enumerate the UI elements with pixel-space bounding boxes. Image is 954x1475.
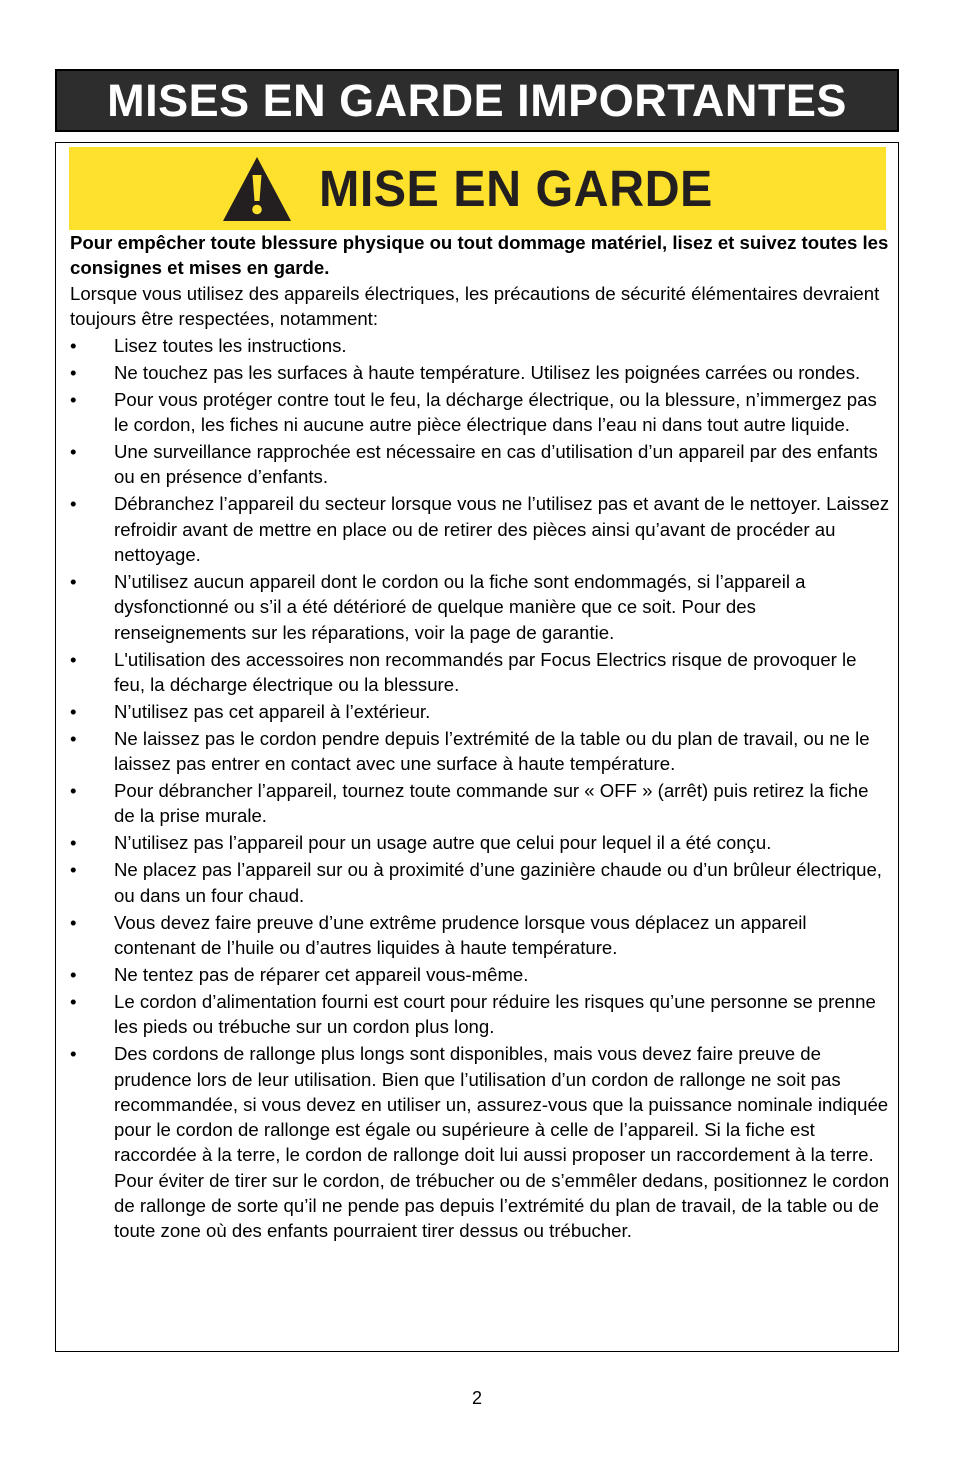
list-item bbox=[70, 830, 890, 855]
page-header bbox=[55, 69, 899, 132]
bullet: • bbox=[70, 493, 77, 515]
list-item-text: Le cordon d’alimentation fourni est court pour réduire les risques qu’une personne se prenne les pieds ou trébuche sur un cordon plus long. bbox=[114, 990, 876, 1038]
list-item bbox=[70, 360, 890, 385]
list-item bbox=[70, 778, 890, 829]
bullet: • bbox=[70, 963, 77, 985]
bullet: • bbox=[70, 832, 77, 854]
intro-bold-text: Pour empêcher toute blessure physique ou tout dommage matériel, lisez et suivez toutes les consignes et mises en garde. bbox=[70, 232, 889, 279]
bullet: • bbox=[70, 859, 77, 881]
page-title: MISES EN GARDE IMPORTANTES bbox=[107, 75, 847, 126]
bullet: • bbox=[70, 361, 77, 383]
safety-list bbox=[70, 333, 890, 1244]
intro-text: Lorsque vous utilisez des appareils électriques, les précautions de sécurité élémentaires devraient toujours être respectées, notamment: bbox=[70, 282, 880, 329]
list-item bbox=[70, 699, 890, 724]
list-item-text: Ne touchez pas les surfaces à haute température. Utilisez les poignées carrées ou rondes. bbox=[114, 361, 861, 383]
list-item-text: Ne laissez pas le cordon pendre depuis l’extrémité de la table ou du plan de travail, ou ne le laissez pas entrer en contact avec une surface à haute température. bbox=[114, 727, 870, 775]
bullet: • bbox=[70, 648, 77, 670]
list-item-text: Ne tentez pas de réparer cet appareil vous-même. bbox=[114, 963, 529, 985]
bullet: • bbox=[70, 570, 77, 592]
list-item bbox=[70, 1041, 890, 1243]
caution-banner bbox=[69, 147, 886, 230]
list-item-text: Ne placez pas l’appareil sur ou à proximité d’une gazinière chaude ou d’un brûleur électrique, ou dans un four chaud. bbox=[114, 859, 882, 906]
bullet: • bbox=[70, 1043, 77, 1065]
bullet: • bbox=[70, 727, 77, 749]
bullet: • bbox=[70, 388, 77, 410]
list-item-text: Une surveillance rapprochée est nécessaire en cas d’utilisation d’un appareil par des enfants ou en présence d’enfants. bbox=[114, 441, 878, 488]
bullet: • bbox=[70, 441, 77, 463]
bullet: • bbox=[70, 334, 77, 356]
warnings-box bbox=[55, 142, 899, 1352]
list-item-text: Pour débrancher l’appareil, tournez toute commande sur « OFF » (arrêt) puis retirez la fiche de la prise murale. bbox=[114, 780, 869, 827]
list-item bbox=[70, 857, 890, 908]
list-item-text: N’utilisez aucun appareil dont le cordon ou la fiche sont endommagés, si l’appareil a dysfonctionné ou s’il a été détérioré de quelque manière que ce soit. Pour des renseignements sur les réparations, voir la page de garantie. bbox=[114, 570, 806, 643]
bullet: • bbox=[70, 911, 77, 933]
bullet: • bbox=[70, 700, 77, 722]
list-item-text: Débranchez l’appareil du secteur lorsque vous ne l’utilisez pas et avant de le nettoyer. Laissez refroidir avant de mettre en place ou de retirer des pièces ainsi qu’avant de procéder au nettoyage. bbox=[114, 493, 890, 565]
list-item bbox=[70, 647, 890, 698]
caution-banner-content bbox=[221, 155, 734, 223]
list-item bbox=[70, 989, 890, 1040]
list-item-text: Vous devez faire preuve d’une extrême prudence lorsque vous déplacez un appareil contenant de l’huile ou d’autres liquides à haute température. bbox=[114, 911, 807, 958]
page-number: 2 bbox=[471, 1388, 482, 1408]
list-item bbox=[70, 962, 890, 987]
list-item-text: L'utilisation des accessoires non recommandés par Focus Electrics risque de provoquer le feu, la décharge électrique ou la blessure. bbox=[114, 648, 857, 695]
bullet: • bbox=[70, 780, 77, 802]
list-item bbox=[70, 439, 890, 490]
bullet: • bbox=[70, 990, 77, 1012]
list-item bbox=[70, 726, 890, 777]
list-item bbox=[70, 569, 890, 645]
list-item-text: N’utilisez pas cet appareil à l’extérieur. bbox=[114, 700, 431, 722]
list-item-text: N’utilisez pas l’appareil pour un usage autre que celui pour lequel il a été conçu. bbox=[114, 832, 772, 854]
list-item bbox=[70, 910, 890, 961]
list-item-text: Pour vous protéger contre tout le feu, la décharge électrique, ou la blessure, n’immergez pas le cordon, les fiches ni aucune autre pièce électrique dans l’eau ni dans tout autre liquide. bbox=[114, 388, 877, 436]
list-item bbox=[70, 333, 890, 358]
list-item-text: Lisez toutes les instructions. bbox=[114, 334, 347, 356]
instructions-text bbox=[70, 230, 890, 1244]
list-item bbox=[70, 491, 890, 567]
warning-triangle-icon bbox=[221, 155, 293, 223]
list-item bbox=[70, 387, 890, 438]
list-item-text: Des cordons de rallonge plus longs sont disponibles, mais vous devez faire preuve de prudence lors de leur utilisation. Bien que l’utilisation d’un cordon de rallonge ne soit pas recommandée, si vous devez en utiliser un, assurez-vous que la puissance nominale indiquée pour le cordon de rallonge est égale ou supérieure à celle de l’appareil. Si la fiche est raccordée à la terre, le cordon de rallonge doit lui aussi proposer un raccordement à la terre. Pour éviter de tirer sur le cordon, de trébucher ou de s’emmêler dedans, positionnez le cordon de rallonge de sorte qu’il ne pende pas depuis l’extrémité du plan de travail, de la table ou de toute zone où des enfants pourraient tirer dessus ou trébucher. bbox=[114, 1043, 890, 1242]
caution-label: MISE EN GARDE bbox=[319, 160, 714, 217]
